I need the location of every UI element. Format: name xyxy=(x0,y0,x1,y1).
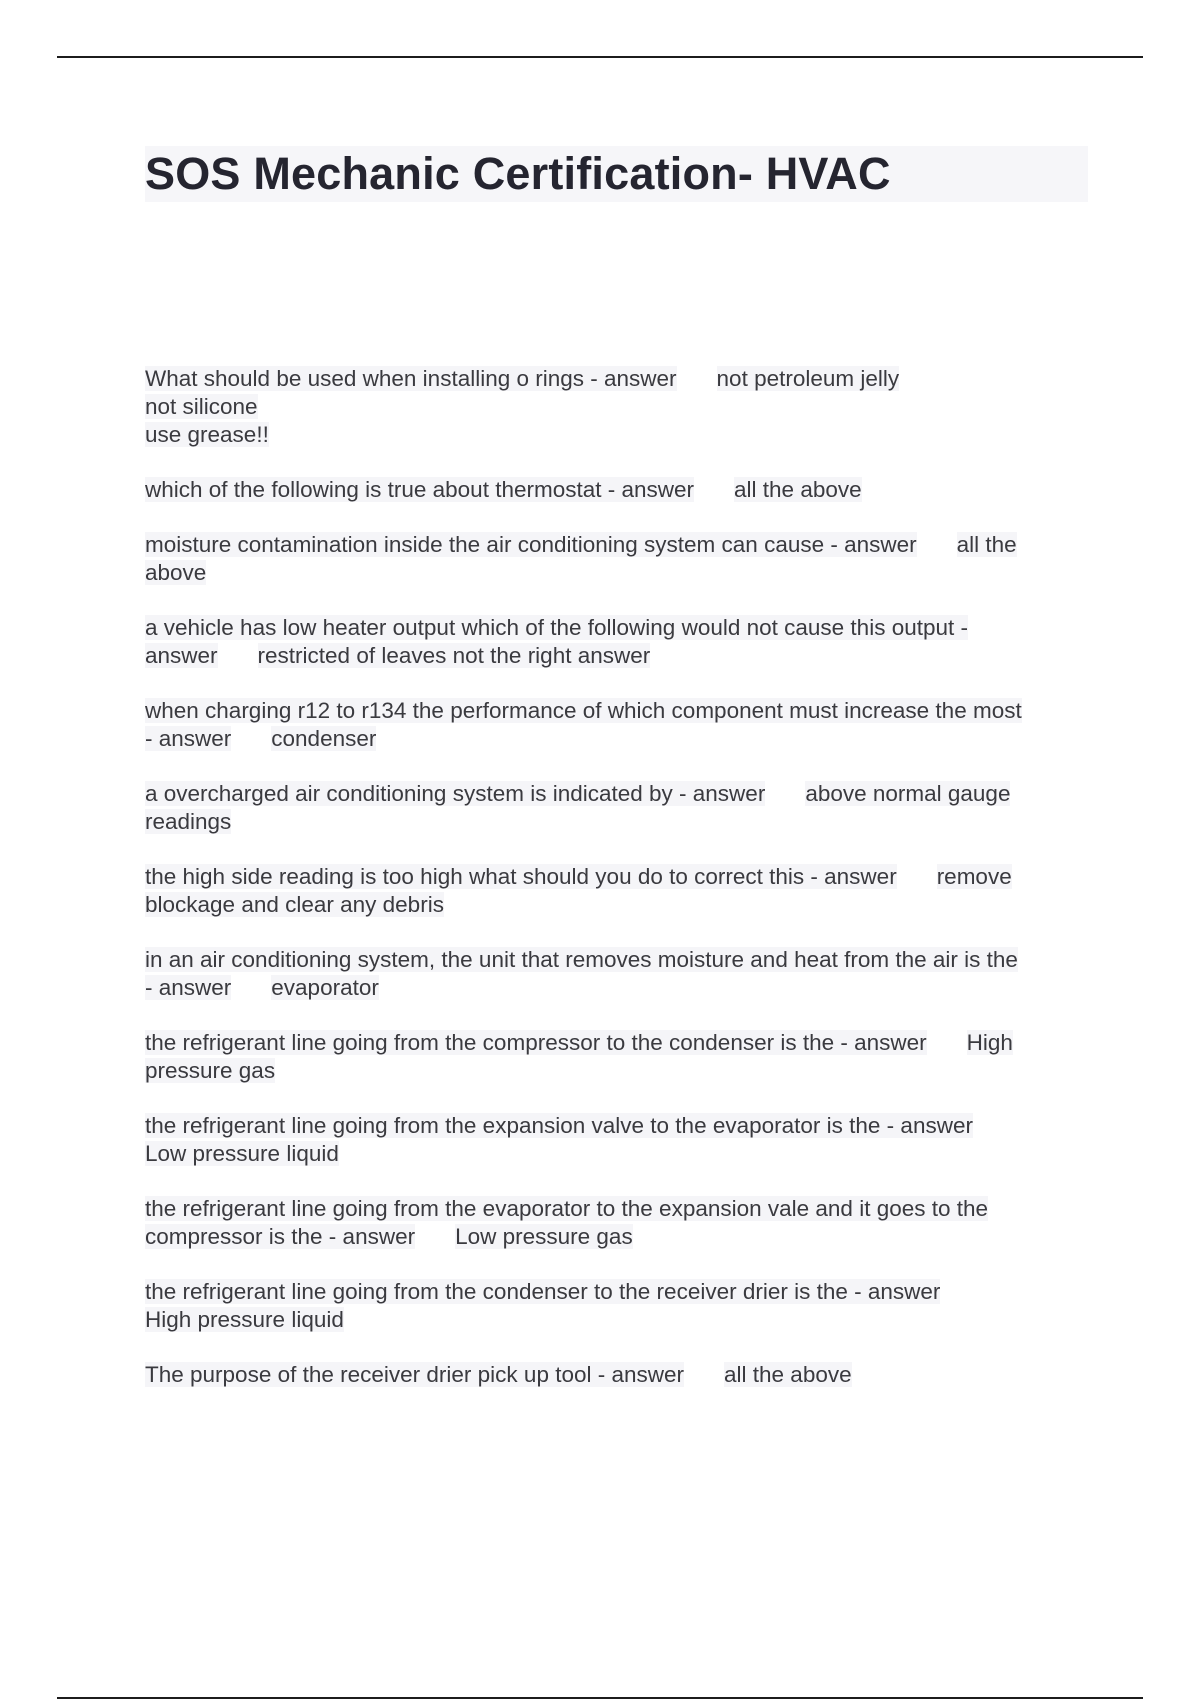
question-text: the refrigerant line going from the evaporator to the expansion vale and it goes to the xyxy=(145,1196,989,1221)
question-text: the refrigerant line going from the condenser to the receiver drier is the - answer xyxy=(145,1279,941,1304)
answer-text: Low pressure liquid xyxy=(145,1141,339,1166)
question-text: compressor is the - answer xyxy=(145,1224,416,1249)
question-text: - answer xyxy=(145,975,232,1000)
page-title: SOS Mechanic Certification- HVAC xyxy=(145,148,891,199)
answer-text: High xyxy=(966,1030,1013,1055)
answer-text: evaporator xyxy=(271,975,379,1000)
question-text: answer xyxy=(145,643,218,668)
answer-text: above xyxy=(145,560,207,585)
top-rule xyxy=(57,56,1143,58)
qa-entry xyxy=(145,614,1095,670)
qa-entry xyxy=(145,531,1095,587)
answer-text: above normal gauge xyxy=(805,781,1011,806)
question-text: the high side reading is too high what should you do to correct this - answer xyxy=(145,864,897,889)
answer-text: pressure gas xyxy=(145,1058,276,1083)
answer-text: not petroleum jelly xyxy=(716,366,900,391)
qa-entry xyxy=(145,1029,1095,1085)
answer-text: remove xyxy=(936,864,1012,889)
question-text: in an air conditioning system, the unit that removes moisture and heat from the air is the xyxy=(145,947,1018,972)
qa-entry xyxy=(145,1112,1095,1168)
bottom-rule xyxy=(57,1697,1143,1699)
question-text: which of the following is true about thermostat - answer xyxy=(145,477,695,502)
answer-text: readings xyxy=(145,809,232,834)
question-text: What should be used when installing o rings - answer xyxy=(145,366,677,391)
question-text: - answer xyxy=(145,726,232,751)
question-text: moisture contamination inside the air conditioning system can cause - answer xyxy=(145,532,917,557)
answer-text: restricted of leaves not the right answer xyxy=(257,643,651,668)
answer-text: all the xyxy=(956,532,1017,557)
question-text: a vehicle has low heater output which of the following would not cause this output - xyxy=(145,615,968,640)
answer-text: condenser xyxy=(271,726,377,751)
qa-entry xyxy=(145,697,1095,753)
answer-text: all the above xyxy=(724,1362,852,1387)
question-text: a overcharged air conditioning system is indicated by - answer xyxy=(145,781,766,806)
answer-text: Low pressure gas xyxy=(455,1224,633,1249)
question-text: The purpose of the receiver drier pick up tool - answer xyxy=(145,1362,685,1387)
qa-entry xyxy=(145,1361,1095,1389)
qa-entry xyxy=(145,365,1095,449)
answer-text: use grease!! xyxy=(145,422,269,447)
question-text: when charging r12 to r134 the performance of which component must increase the most xyxy=(145,698,1022,723)
qa-entry xyxy=(145,946,1095,1002)
question-text: the refrigerant line going from the compressor to the condenser is the - answer xyxy=(145,1030,927,1055)
answer-text: all the above xyxy=(734,477,862,502)
qa-entry xyxy=(145,476,1095,504)
answer-text: not silicone xyxy=(145,394,258,419)
question-text: the refrigerant line going from the expansion valve to the evaporator is the - answer xyxy=(145,1113,973,1138)
qa-entry xyxy=(145,1278,1095,1334)
qa-entry xyxy=(145,863,1095,919)
qa-entry xyxy=(145,780,1095,836)
qa-entry xyxy=(145,1195,1095,1251)
title-block xyxy=(145,146,1088,202)
answer-text: blockage and clear any debris xyxy=(145,892,444,917)
answer-text: High pressure liquid xyxy=(145,1307,344,1332)
qa-list xyxy=(145,365,1095,1416)
